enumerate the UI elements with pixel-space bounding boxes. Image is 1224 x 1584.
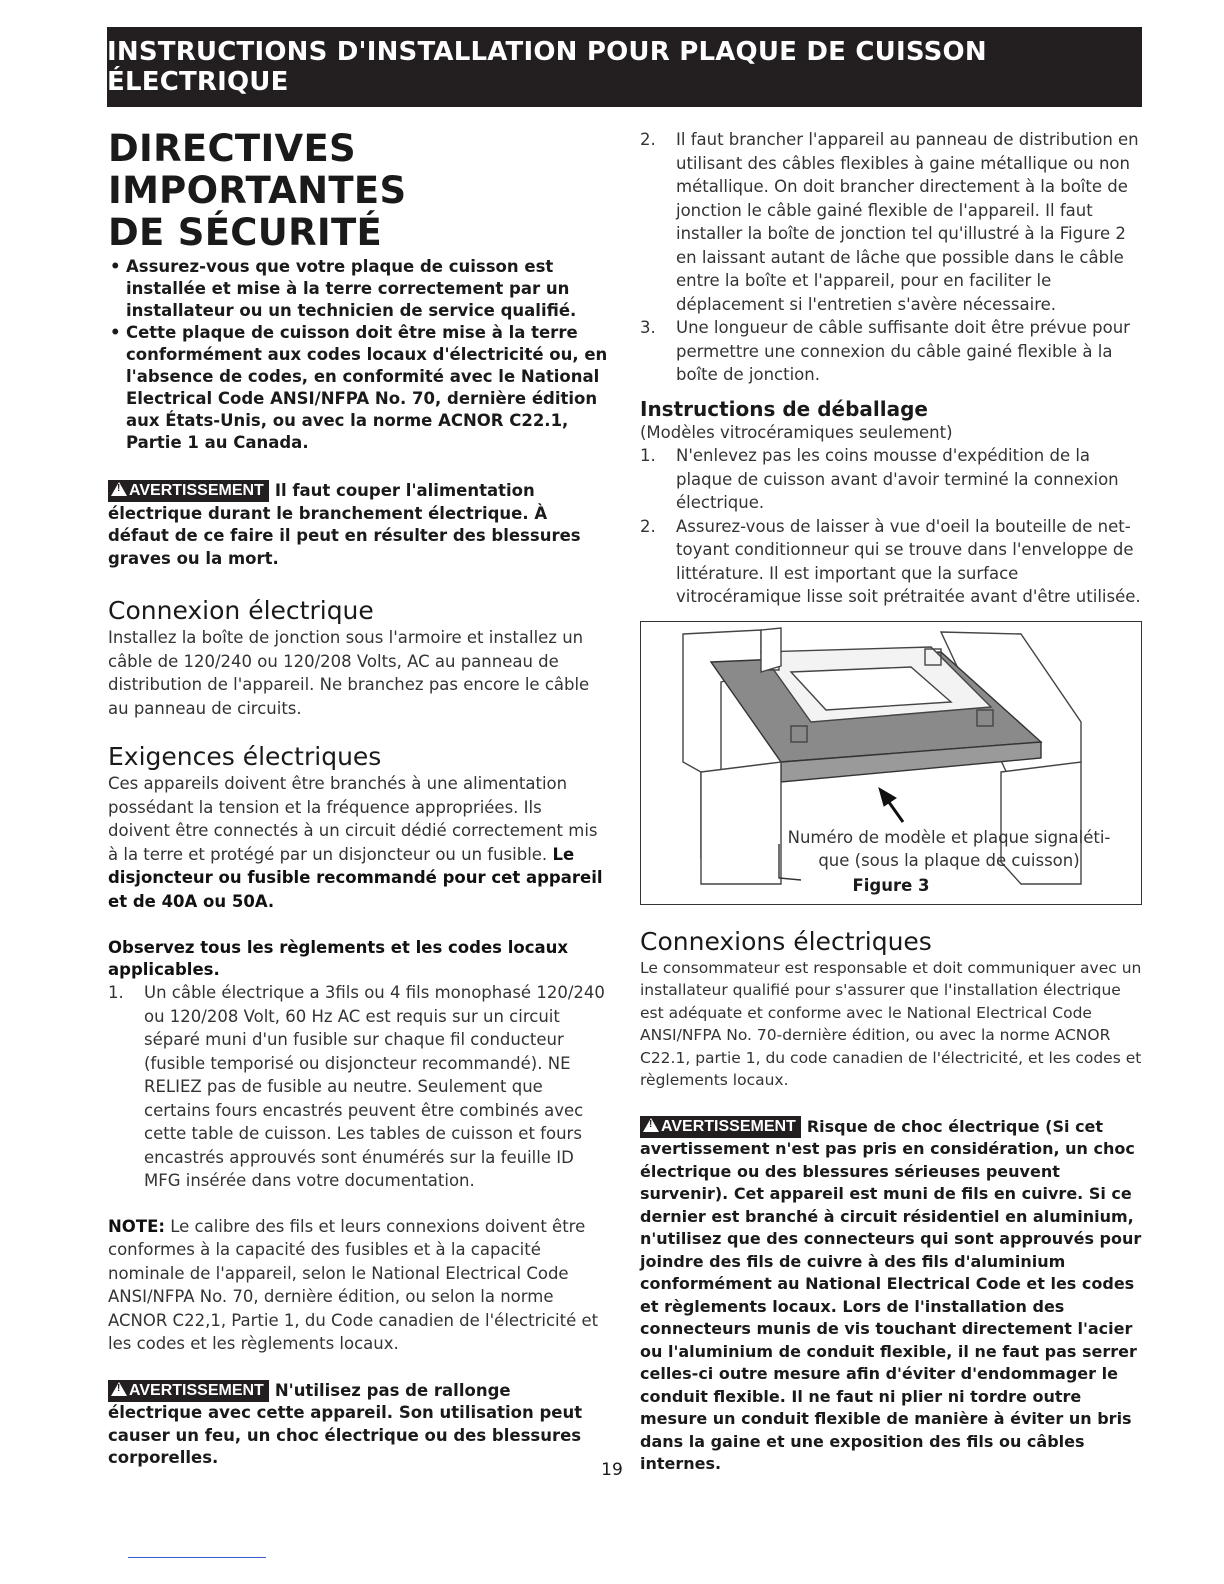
safety-bullet: • Assurez-vous que votre plaque de cuisson est installée et mise à la terre correctement par un installateur ou un technicien de service qualifié. bbox=[108, 256, 608, 322]
observe-list bbox=[108, 981, 608, 1193]
header-title: INSTRUCTIONS D'INSTALLATION POUR PLAQUE DE CUISSON ÉLECTRIQUE bbox=[107, 37, 987, 97]
warning-2-text: N'utilisez pas de rallonge électrique avec cette appareil. Son utilisation peut causer un feu, un choc électrique ou des blessures corporelles. bbox=[108, 1380, 583, 1467]
note-text: Le calibre des fils et leurs connexions doivent être conformes à la capacité des fusibles et à la capacité nominale de l'appareil, selon le National Electrical Code ANSI/NFPA No. 70, dernière édition, ou selon la norme ACNOR C22,1, Partie 1, du Code canadien de l'électricité et les codes et les règlements locaux. bbox=[108, 1216, 599, 1353]
observe-item-text: Une longueur de câble suffisante doit être prévue pour permettre une connexion du câble gainé flexible à la boîte de jonction. bbox=[676, 318, 1130, 384]
safety-title-line1: DIRECTIVES IMPORTANTES bbox=[108, 127, 407, 212]
connexion-body: Installez la boîte de jonction sous l'armoire et installez un câble de 120/240 ou 120/208 Volts, AC au panneau de distribution de l'appareil. Ne branchez pas encore le câble au panneau de circuits. bbox=[108, 628, 590, 718]
deballage-item-number: 2. bbox=[640, 516, 656, 536]
observe-item bbox=[640, 316, 1144, 387]
note bbox=[108, 1215, 608, 1356]
deballage-item-text: Assurez-vous de laisser à vue d'oeil la bouteille de net-toyant conditionneur qui se trouve dans l'enveloppe de littérature. Il est important que la surface vitrocéramique lisse soit prétraitée avant d'être utilisée. bbox=[676, 516, 1141, 606]
figure-label: Figure 3 bbox=[852, 875, 930, 895]
warning-label: AVERTISSEMENT bbox=[129, 482, 264, 499]
right-column bbox=[640, 128, 1144, 1476]
deballage-list bbox=[640, 444, 1144, 609]
note-label: NOTE: bbox=[108, 1216, 165, 1236]
left-column bbox=[108, 128, 608, 1470]
warning-2 bbox=[108, 1380, 608, 1470]
exigences-body-bold: Le disjoncteur ou fusible recommandé pour cet appareil et de 40A ou 50A. bbox=[108, 844, 603, 911]
warning-triangle-icon bbox=[111, 1382, 127, 1396]
warning-badge bbox=[108, 1380, 269, 1402]
deballage-item bbox=[640, 515, 1144, 609]
warning-1 bbox=[108, 480, 608, 570]
observe-item bbox=[108, 981, 608, 1193]
page-number: 19 bbox=[601, 1460, 623, 1480]
deballage-subtitle: (Modèles vitrocéramiques seulement) bbox=[640, 422, 953, 442]
warning-label: AVERTISSEMENT bbox=[661, 1117, 796, 1135]
warning-triangle-icon bbox=[643, 1118, 659, 1132]
observe-item-number: 2. bbox=[640, 130, 656, 149]
exigences-title: Exigences électriques bbox=[108, 742, 382, 771]
deballage-title: Instructions de déballage bbox=[640, 396, 928, 421]
deballage-item-number: 1. bbox=[640, 446, 656, 465]
warning-3-text: Risque de choc électrique (Si cet avertissement n'est pas pris en considération, un choc électrique ou des blessures sérieuses peuvent survenir). Cet appareil est muni de fils en cuivre. Si ce dernier est branché à circuit résidentiel en aluminium, n'utilisez que des connecteurs qui sont approuvés pour joindre des fils de cuivre à des fils d'aluminium conformément au National Electrical Code et les codes et règlements locaux. Lors de l'installation des connecteurs munis de vis touchant directement l'acier ou l'aluminium de conduit flexible, il ne faut pas serrer celles-ci outre mesure afin d'éviter d'endommager le conduit flexible. Il ne faut ni plier ni tordre outre mesure un conduit flexible de manière à éviter un bris dans la gaine et une exposition des fils ou câbles internes. bbox=[640, 1116, 1142, 1473]
figure-caption: Numéro de modèle et plaque signaléti-que (sous la plaque de cuisson) bbox=[787, 827, 1111, 870]
safety-bullet: • Cette plaque de cuisson doit être mise à la terre conformément aux codes locaux d'électricité ou, en l'absence de codes, en conformité avec le National Electrical Code ANSI/NFPA No. 70, dernière édition aux États-Unis, ou avec la norme ACNOR C22.1, Partie 1 au Canada. bbox=[108, 322, 608, 454]
deballage-item-text: N'enlevez pas les coins mousse d'expédition de la plaque de cuisson avant d'avoir terminé la connexion électrique. bbox=[676, 446, 1119, 512]
figure-3 bbox=[640, 621, 1142, 905]
safety-title-line2: DE SÉCURITÉ bbox=[108, 211, 383, 254]
observe-item-text: Un câble électrique a 3fils ou 4 fils monophasé 120/240 ou 120/208 Volt, 60 Hz AC est requis sur un circuit séparé muni d'un fusible sur chaque fil conducteur (fusible temporisé ou disjoncteur recommandé). NE RELIEZ pas de fusible au neutre. Seulement que certains fours encastrés peuvent être combinés avec cette table de cuisson. Les tables de cuisson et fours encastrés approuvés sont énumérés sur la feuille ID MFG insérée dans votre documentation. bbox=[144, 983, 605, 1190]
connexion-title: Connexion électrique bbox=[108, 596, 374, 625]
observe-heading: Observez tous les règlements et les codes locaux applicables. bbox=[108, 938, 569, 979]
exigences-body-text: Ces appareils doivent être branchés à une alimentation possédant la tension et la fréquence appropriées. Ils doivent être connectés à un circuit dédié correctement mis à la terre et protégé par un disjoncteur ou un fusible. bbox=[108, 774, 598, 864]
connexions-title: Connexions électriques bbox=[640, 926, 932, 956]
footer-rule bbox=[128, 1557, 266, 1558]
warning-triangle-icon bbox=[111, 482, 127, 496]
observe-item-text: Il faut brancher l'appareil au panneau de distribution en utilisant des câbles flexibles à gaine métallique ou non métallique. On doit brancher directement à la boîte de jonction le câble gainé flexible de l'appareil. Il faut installer la boîte de jonction tel qu'illustré à la Figure 2 en laissant autant de lâche que possible dans le câble entre la boîte et l'appareil, pour en faciliter le déplacement si l'entretien s'avère nécessaire. bbox=[676, 130, 1139, 314]
safety-title bbox=[108, 128, 608, 254]
deballage-item bbox=[640, 444, 1144, 515]
observe-item-number: 1. bbox=[108, 983, 124, 1002]
safety-bullets bbox=[108, 256, 608, 454]
warning-label: AVERTISSEMENT bbox=[129, 1381, 264, 1399]
warning-badge bbox=[640, 1116, 801, 1138]
connexions-body: Le consommateur est responsable et doit communiquer avec un installateur qualifié pour s'assurer que l'installation électrique est adéquate et conforme avec le National Electrical Code ANSI/NFPA No. 70-dernière édition, ou avec la norme ACNOR C22.1, partie 1, du code canadien de l'électricité, et les codes et règlements locaux. bbox=[640, 958, 1142, 1089]
warning-badge bbox=[108, 480, 269, 502]
observe-item-number: 3. bbox=[640, 318, 656, 337]
warning-1-text: Il faut couper l'alimentation électrique durant le branchement électrique. À défaut de ce faire il peut en résulter des blessures graves ou la mort. bbox=[108, 481, 581, 568]
observe-list-continued bbox=[640, 128, 1144, 387]
page-header bbox=[107, 27, 1142, 107]
observe-item bbox=[640, 128, 1144, 316]
warning-3 bbox=[640, 1116, 1144, 1476]
exigences-body bbox=[108, 772, 608, 913]
